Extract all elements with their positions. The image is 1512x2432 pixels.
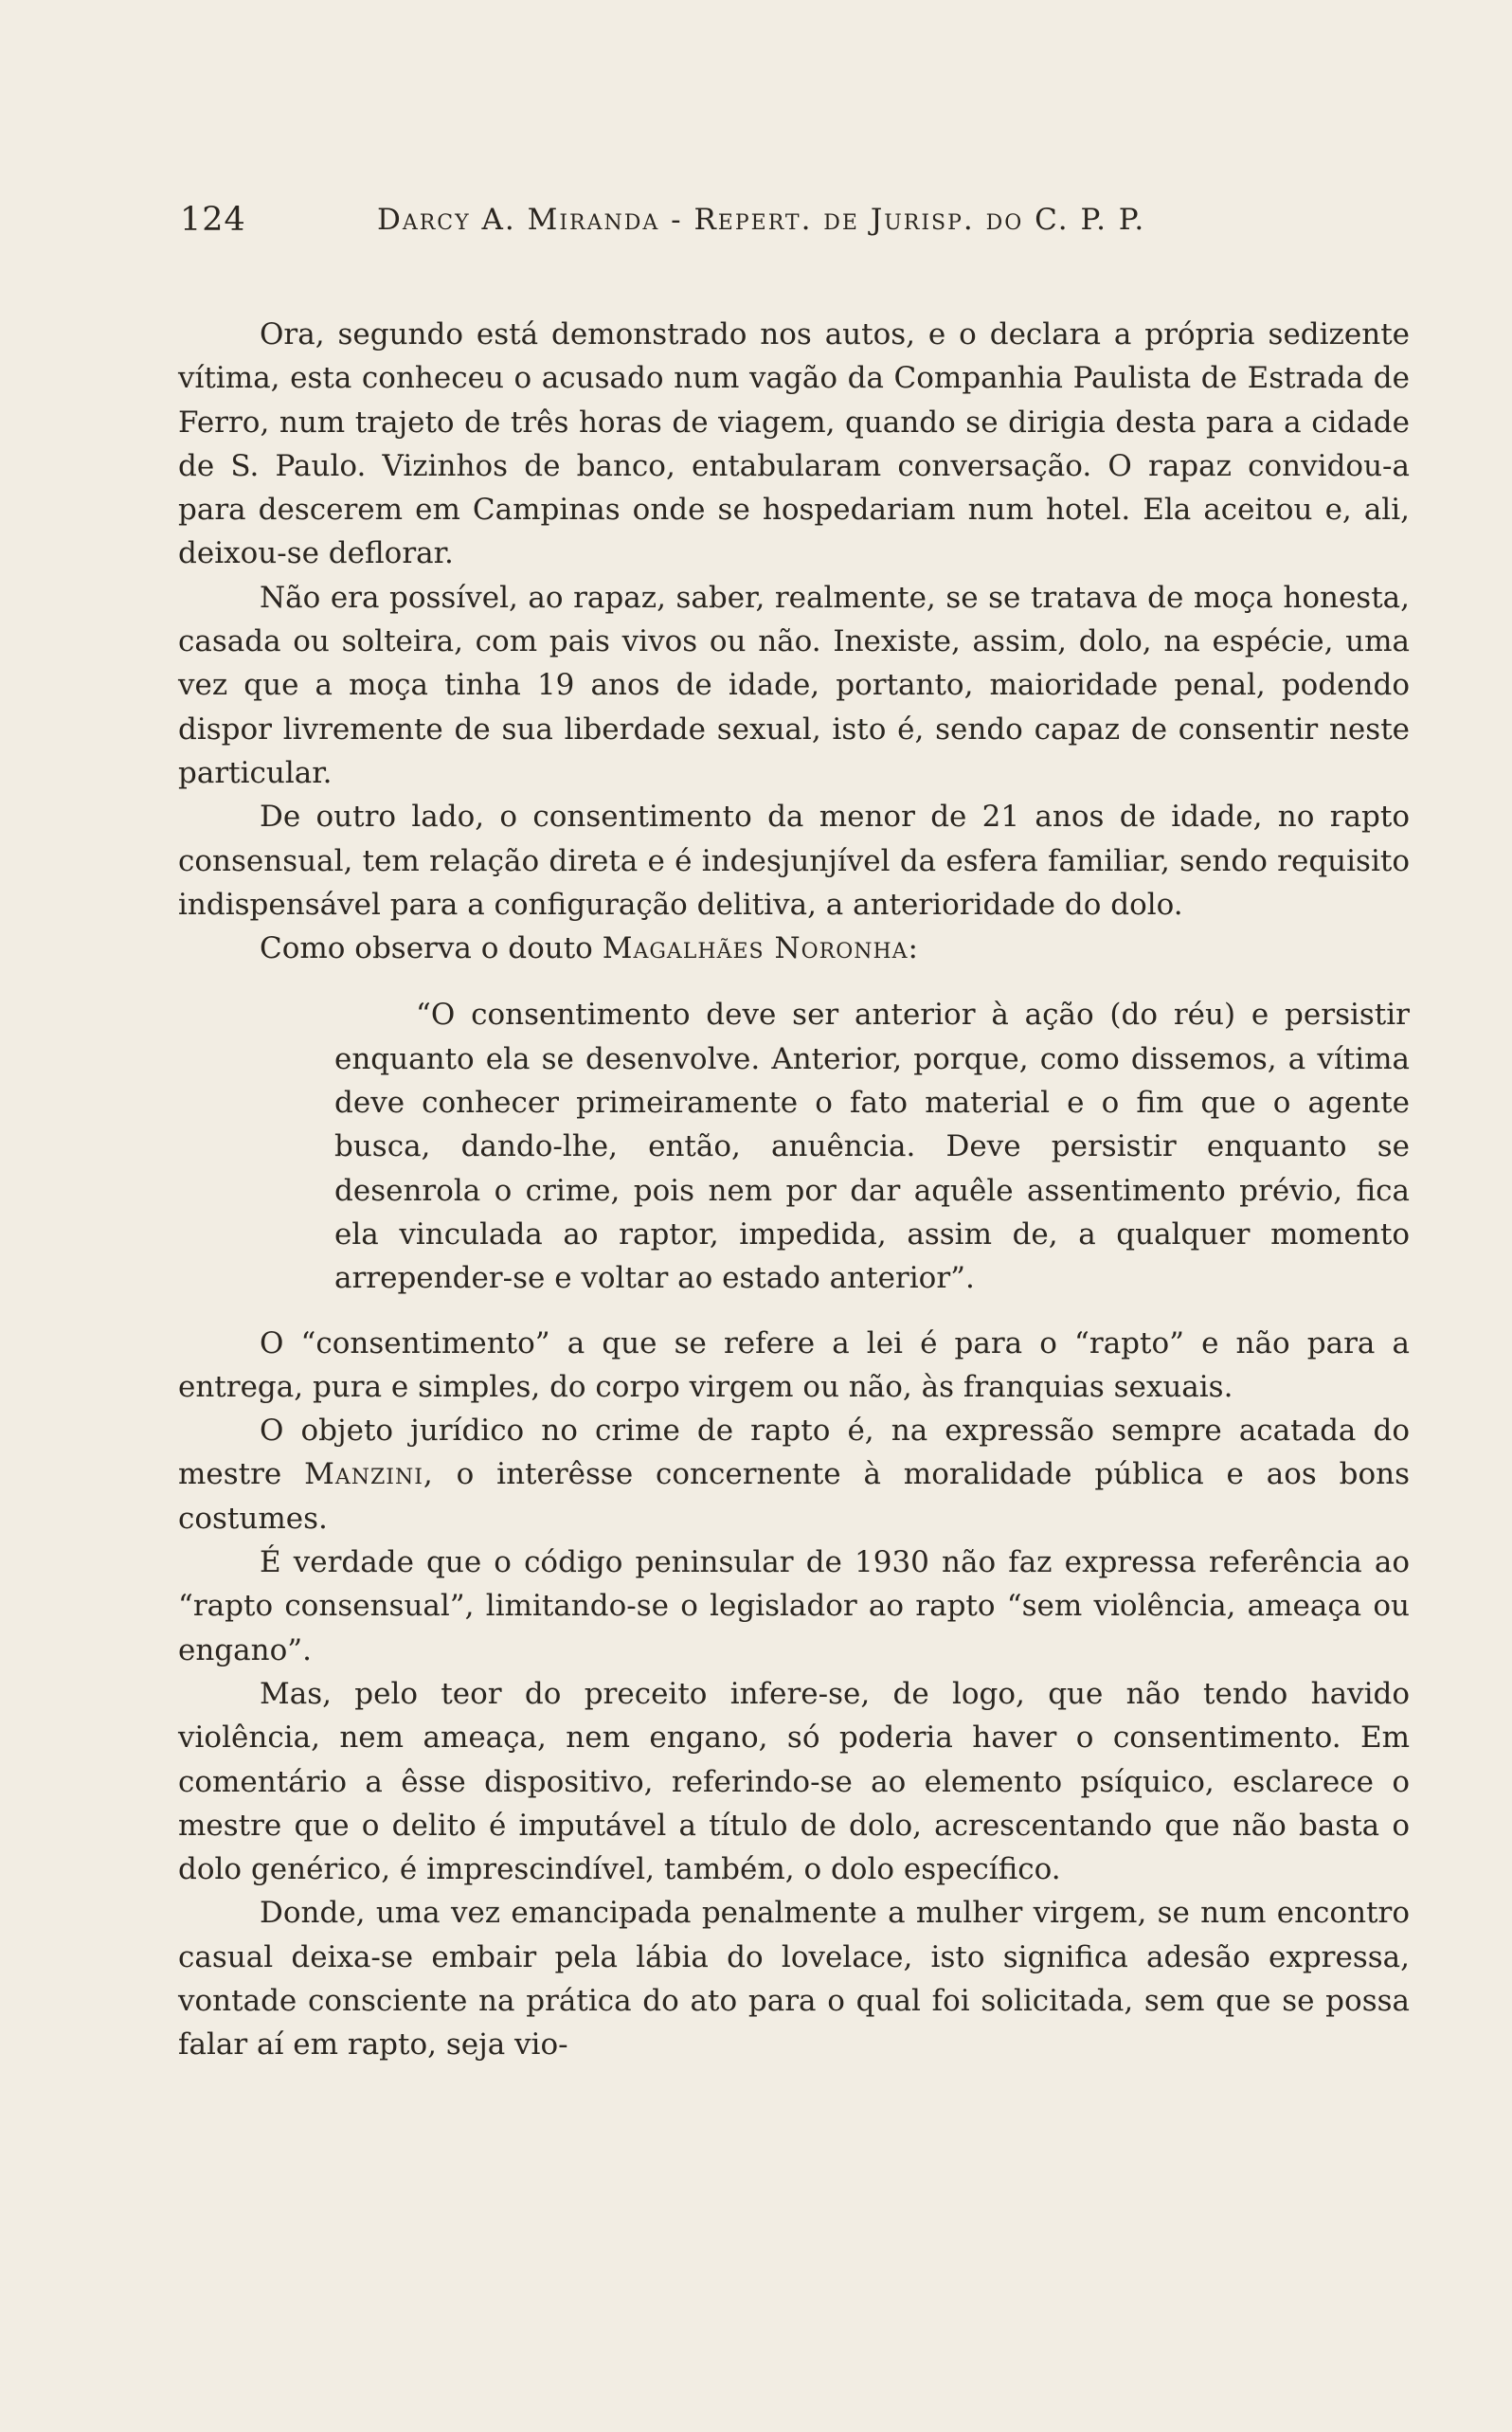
- paragraph-6: [178, 1409, 1410, 1540]
- page-number: 124: [180, 201, 246, 239]
- body-text: [178, 313, 1410, 2067]
- paragraph-6-rest: o interêsse concernente à moralidade pública e aos bons costumes.: [178, 1457, 1411, 1536]
- page-header: [180, 201, 1279, 258]
- paragraph-7: É verdade que o código peninsular de 1930 não faz expressa referência ao “rapto consensual”, limitando-se o legislador ao rapto “sem violência, ameaça ou engano”.: [178, 1545, 1410, 1667]
- quote-text: “O consentimento deve ser anterior à ação (do réu) e persistir enquanto ela se desenvolve. Anterior, porque, como dissemos, a vítima deve conhecer primeiramente o fato material e o fim que o agente busca, dando-lhe, então, anuência. Deve persistir enquanto se desenrola o crime, pois nem por dar aquêle assentimento prévio, fica ela vinculada ao raptor, impedida, assim de, a qualquer momento arrepender-se e voltar ao estado anterior”.: [334, 998, 1410, 1296]
- running-head: Darcy A. Miranda - Repert. de Jurisp. do C. P. P.: [377, 203, 1146, 237]
- block-quote: [334, 993, 1410, 1300]
- paragraph-3: De outro lado, o consentimento da menor de 21 anos de idade, no rapto consensual, tem relação direta e é indesjunjível da esfera familiar, sendo requisito indispensável para a configuração delitiva, a anterioridade do dolo.: [178, 800, 1410, 922]
- cited-author-noronha: Magalhães Noronha:: [602, 931, 919, 966]
- paragraph-2: Não era possível, ao rapaz, saber, realmente, se se tratava de moça honesta, casada ou solteira, com pais vivos ou não. Inexiste, assim, dolo, na espécie, uma vez que a moça tinha 19 anos de idade, portanto, maioridade penal, podendo dispor livremente de sua liberdade sexual, isto é, sendo capaz de consentir neste particular.: [178, 580, 1410, 790]
- cited-author-manzini: Manzini,: [304, 1457, 434, 1492]
- paragraph-4-lead: Como observa o douto: [260, 931, 593, 966]
- paragraph-6-lead: O objeto jurídico no crime de rapto é, na expressão sempre acatada do mestre: [178, 1414, 1410, 1492]
- paragraph-9: Donde, uma vez emancipada penalmente a mulher virgem, se num encontro casual deixa-se embair pela lábia do lovelace, isto significa adesão expressa, vontade consciente na prática do ato para o qual foi solicitada, sem que se possa falar aí em rapto, seja vio-: [178, 1896, 1410, 2063]
- paragraph-4: [178, 927, 1410, 970]
- paragraph-8: Mas, pelo teor do preceito infere-se, de logo, que não tendo havido violência, nem ameaça, nem engano, só poderia haver o consentimento. Em comentário a êsse dispositivo, referindo-se ao elemento psíquico, esclarece o mestre que o delito é imputável a título de dolo, acrescentando que não basta o dolo genérico, é imprescindível, também, o dolo específico.: [178, 1676, 1410, 1887]
- paragraph-1: Ora, segundo está demonstrado nos autos, e o declara a própria sedizente vítima, esta conheceu o acusado num vagão da Companhia Paulista de Estrada de Ferro, num trajeto de três horas de viagem, quando se dirigia desta para a cidade de S. Paulo. Vizinhos de banco, entabularam conversação. O rapaz convidou-a para descerem em Campinas onde se hospedariam num hotel. Ela aceitou e, ali, deixou-se deflorar.: [178, 317, 1410, 571]
- paragraph-5: O “consentimento” a que se refere a lei é para o “rapto” e não para a entrega, pura e simples, do corpo virgem ou não, às franquias sexuais.: [178, 1325, 1410, 1404]
